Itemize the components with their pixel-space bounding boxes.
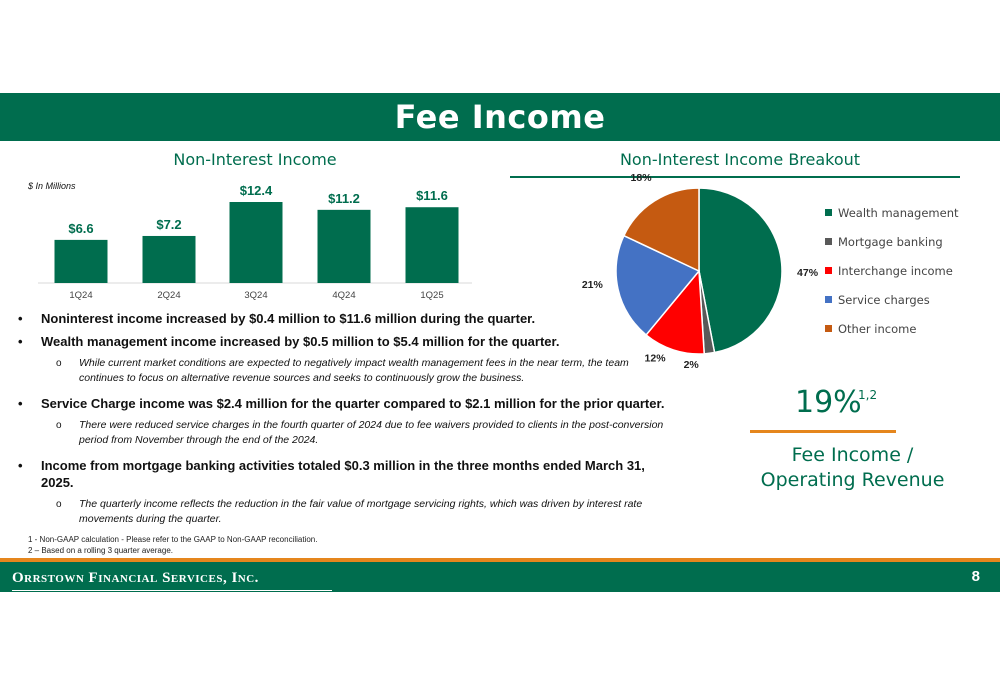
bullet-marker: • (18, 311, 23, 326)
footnotes (28, 534, 317, 556)
legend-swatch (825, 296, 832, 303)
kpi-label-line1: Fee Income / (791, 444, 914, 466)
legend-label: Other income (838, 321, 917, 336)
pie-data-label: 47% (797, 266, 819, 279)
legend-swatch (825, 267, 832, 274)
bullet-item (18, 310, 668, 327)
bar (143, 236, 196, 283)
pie-data-label: 12% (644, 352, 666, 365)
bar-chart-title: Non-Interest Income (173, 150, 337, 169)
company-logo: Orrstown Financial Services, Inc. (12, 566, 332, 591)
bar (55, 240, 108, 283)
pie-slice (699, 188, 782, 353)
sub-bullet-marker: o (56, 420, 62, 431)
sub-bullet-text: While current market conditions are expected to negatively impact wealth management fees in the near term, the team continues to focus on alternative revenue sources and seeks to continuously grow the business. (79, 357, 629, 384)
bar-chart (0, 180, 480, 305)
title-bar (0, 93, 1000, 141)
legend-label: Service charges (838, 292, 930, 307)
legend-label: Interchange income (838, 263, 953, 278)
sub-bullet-text: There were reduced service charges in the fourth quarter of 2024 due to fee waivers provided to clients in the post-conversion period from November through the end of the 2024. (79, 419, 664, 446)
bullet-marker: • (18, 396, 23, 411)
kpi-label (740, 443, 965, 493)
bar (318, 210, 371, 283)
legend-item (825, 198, 959, 227)
sub-bullet-item (18, 497, 668, 527)
bar (230, 202, 283, 283)
x-tick-label: 3Q24 (244, 290, 268, 301)
sub-bullet-marker: o (56, 499, 62, 510)
pie-chart-title: Non-Interest Income Breakout (619, 150, 861, 169)
bar-data-label: $6.6 (68, 220, 94, 236)
kpi-value: 19% (795, 385, 862, 420)
sub-bullet-item (18, 418, 668, 448)
x-tick-label: 4Q24 (332, 290, 356, 301)
legend-item (825, 314, 959, 343)
footnote-2: 2 – Based on a rolling 3 quarter average. (28, 546, 173, 555)
pie-data-label: 2% (683, 359, 699, 372)
x-tick-label: 1Q25 (420, 290, 444, 301)
kpi-divider (750, 430, 896, 433)
page-number: 8 (971, 568, 980, 585)
bullet-marker: • (18, 458, 23, 473)
legend-item (825, 256, 959, 285)
pie-data-label: 21% (581, 279, 603, 292)
page-title: Fee Income (394, 98, 606, 136)
units-note: $ In Millions (28, 181, 76, 191)
bullet-item (18, 333, 668, 350)
bullet-item (18, 457, 668, 491)
bullet-text: Service Charge income was $2.4 million for the quarter compared to $2.1 million for the prior quarter. (41, 396, 665, 411)
bar-data-label: $11.2 (328, 190, 360, 206)
kpi-label-line2: Operating Revenue (760, 469, 945, 491)
bar-data-label: $11.6 (416, 188, 448, 204)
legend-swatch (825, 325, 832, 332)
sub-bullet-item (18, 356, 668, 386)
pie-data-label: 18% (630, 172, 652, 185)
bar (406, 207, 459, 283)
legend-label: Wealth management (838, 205, 959, 220)
bar-data-label: $7.2 (156, 216, 182, 232)
footnote-1: 1 - Non-GAAP calculation - Please refer to the GAAP to Non-GAAP reconciliation. (28, 535, 318, 544)
bullet-item (18, 395, 668, 412)
kpi-footnote-ref: 1,2 (858, 388, 878, 402)
legend-item (825, 227, 959, 256)
legend-swatch (825, 238, 832, 245)
legend-swatch (825, 209, 832, 216)
x-tick-label: 1Q24 (69, 290, 93, 301)
pie-legend (825, 198, 959, 343)
bullet-text: Income from mortgage banking activities totaled $0.3 million in the three months ended March 31, 2025. (41, 458, 645, 490)
bar-data-label: $12.4 (239, 183, 273, 198)
legend-item (825, 285, 959, 314)
bullet-text: Wealth management income increased by $0.5 million to $5.4 million for the quarter. (41, 334, 560, 349)
x-tick-label: 2Q24 (157, 290, 181, 301)
sub-bullet-marker: o (56, 358, 62, 369)
bullet-marker: • (18, 334, 23, 349)
sub-bullet-text: The quarterly income reflects the reduction in the fair value of mortgage servicing rights, which was driven by interest rate movements during the quarter. (79, 498, 643, 525)
bullet-list (18, 310, 668, 536)
bullet-text: Noninterest income increased by $0.4 million to $11.6 million during the quarter. (41, 311, 536, 326)
legend-label: Mortgage banking (838, 234, 943, 249)
